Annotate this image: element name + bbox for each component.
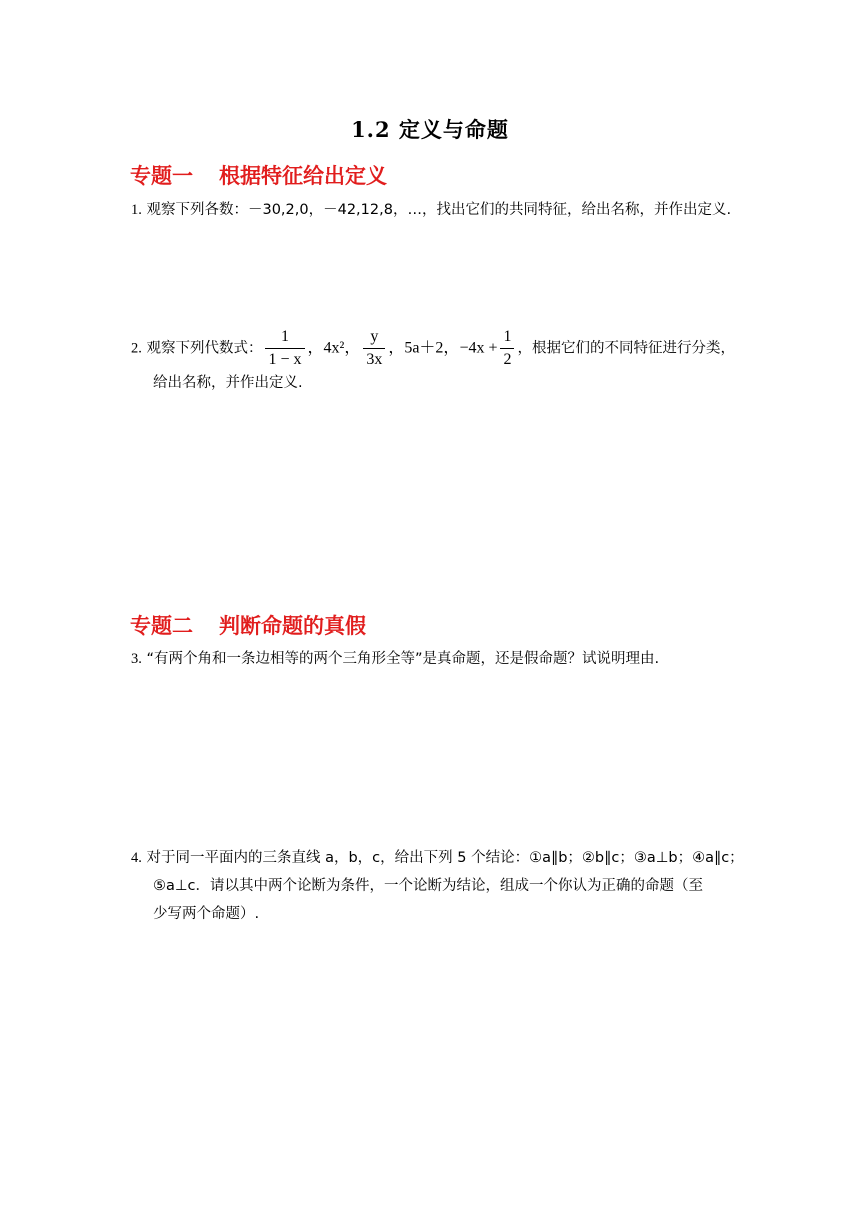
denominator: 2	[503, 351, 512, 368]
question-text-line: ⑤a⊥c．请以其中两个论断为条件，一个论断为结论，组成一个你认为正确的命题（至	[153, 878, 703, 894]
question-text: ，根据它们的不同特征进行分类，	[517, 340, 735, 357]
page-title: 1.2 定义与命题	[351, 117, 509, 142]
question-text-line: 给出名称，并作出定义.	[153, 375, 303, 391]
section-text: 根据特征给出定义	[219, 164, 387, 188]
question-number: 1.	[131, 202, 142, 218]
question-number: 3.	[131, 651, 142, 667]
question-text: 观察下列代数式：	[146, 340, 263, 357]
denominator: 1 − x	[268, 351, 302, 368]
section-label: 专题二	[130, 614, 193, 638]
question-text: 观察下列各数：－30,2,0，－42,12,8，…，找出它们的共同特征，给出名称，并作出定义.	[146, 202, 732, 218]
question-3	[131, 645, 659, 673]
expression-text: −4x +	[459, 339, 498, 357]
question-4	[131, 844, 744, 928]
numerator: 1	[500, 328, 514, 349]
fraction	[363, 328, 385, 369]
numerator: 1	[265, 328, 304, 349]
fraction	[500, 328, 514, 369]
question-number: 4.	[131, 850, 142, 866]
question-1	[131, 196, 731, 224]
numerator: y	[363, 328, 385, 349]
expression-text: ，4x²，	[307, 339, 361, 357]
section-heading-2	[130, 610, 366, 640]
question-text: “有两个角和一条边相等的两个三角形全等”是真命题，还是假命题？试说明理由.	[146, 651, 660, 667]
expression-text: ，5a＋2，	[388, 339, 460, 357]
fraction	[265, 328, 304, 369]
question-text: 对于同一平面内的三条直线 a，b，c，给出下列 5 个结论：①a∥b；②b∥c；③a⊥b；④a∥c；	[146, 850, 744, 866]
question-2	[131, 328, 735, 397]
question-text-line: 少写两个命题）.	[153, 906, 260, 922]
section-label: 专题一	[130, 164, 193, 188]
question-number: 2.	[131, 340, 142, 357]
section-text: 判断命题的真假	[219, 614, 366, 638]
denominator: 3x	[366, 351, 383, 368]
section-heading-1	[130, 160, 387, 190]
